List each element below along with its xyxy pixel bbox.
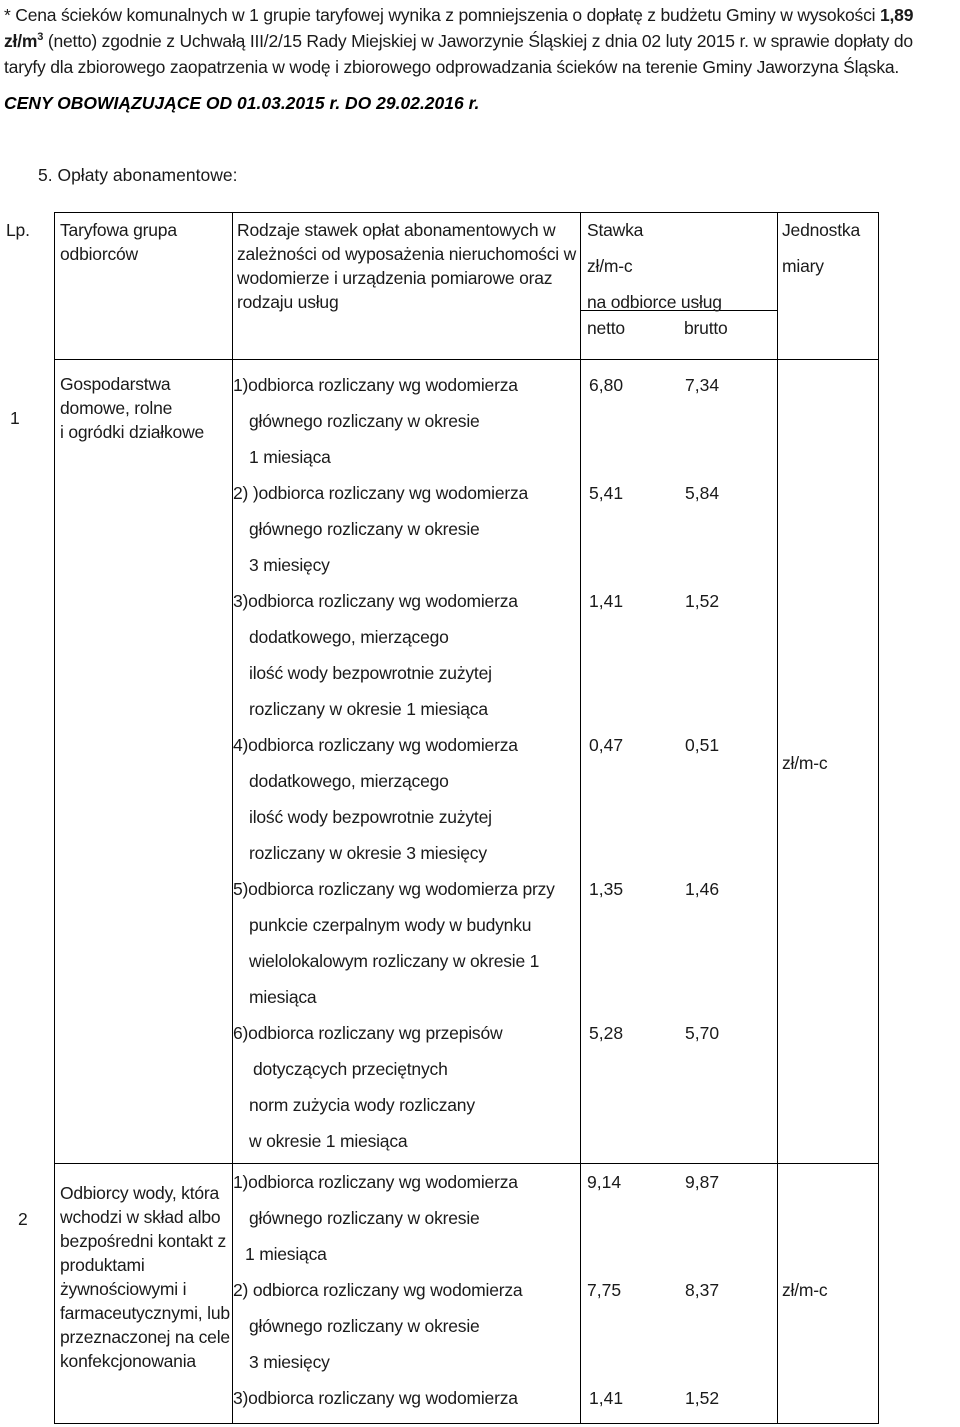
- rate-description: 5)odbiorca rozliczany wg wodomierza przy: [233, 879, 555, 899]
- rate-description: wielolokalowym rozliczany w okresie 1: [249, 951, 540, 971]
- row2-group: konfekcjonowania: [60, 1351, 196, 1371]
- rate-brutto: 1,52: [685, 591, 720, 611]
- rate-netto: 1,41: [589, 1388, 624, 1408]
- table-border-left: [54, 212, 55, 1424]
- row1-lp: 1: [10, 408, 20, 428]
- rate-netto: 6,80: [589, 375, 624, 395]
- header-rate-basis: na odbiorce usług: [587, 292, 722, 312]
- row2-unit: zł/m-c: [782, 1280, 828, 1300]
- rate-brutto: 1,46: [685, 879, 720, 899]
- rate-description: głównego rozliczany w okresie: [249, 519, 480, 539]
- rate-description: 4)odbiorca rozliczany wg wodomierza: [233, 735, 518, 755]
- rate-description: 2) )odbiorca rozliczany wg wodomierza: [233, 483, 529, 503]
- tariff-footnote: [4, 2, 956, 80]
- rate-brutto: 8,37: [685, 1280, 720, 1300]
- row2-group: wchodzi w skład albo: [60, 1207, 221, 1227]
- rate-netto: 0,47: [589, 735, 624, 755]
- footnote-text-part2: (netto) zgodnie z Uchwałą III/2/15 Rady Miejskiej w Jaworzynie Śląskiej z dnia 02 luty 2015 r. w sprawie dopłaty do taryfy dla zbiorowego zaopatrzenia w wodę i zbiorowego odprowadzania ścieków na terenie Gminy Jaworzyna Śląska.: [4, 31, 913, 77]
- rate-brutto: 5,70: [685, 1023, 720, 1043]
- rate-netto: 5,28: [589, 1023, 624, 1043]
- header-unit: Jednostka: [782, 220, 860, 240]
- rate-description: dodatkowego, mierzącego: [249, 771, 449, 791]
- header-lp: Lp.: [6, 220, 30, 240]
- rate-description: 1 miesiąca: [249, 447, 331, 467]
- header-rate-types: zależności od wyposażenia nieruchomości w: [237, 244, 577, 264]
- header-rate-types: wodomierze i urządzenia pomiarowe oraz: [237, 268, 553, 288]
- row1-group: domowe, rolne: [60, 398, 173, 418]
- header-rate: Stawka: [587, 220, 644, 240]
- rate-description: rozliczany w okresie 3 miesięcy: [249, 843, 487, 863]
- rate-brutto: 0,51: [685, 735, 720, 755]
- rate-netto: 5,41: [589, 483, 624, 503]
- rate-description: 6)odbiorca rozliczany wg przepisów: [233, 1023, 503, 1043]
- rate-description: miesiąca: [249, 987, 317, 1007]
- rate-description: 2) odbiorca rozliczany wg wodomierza: [233, 1280, 523, 1300]
- row2-lp: 2: [18, 1209, 28, 1229]
- rate-description: głównego rozliczany w okresie: [249, 411, 480, 431]
- rate-description: rozliczany w okresie 1 miesiąca: [249, 699, 488, 719]
- rate-description: dodatkowego, mierzącego: [249, 627, 449, 647]
- rate-description: 3 miesięcy: [249, 1352, 330, 1372]
- row2-group: Odbiorcy wody, która: [60, 1183, 220, 1203]
- validity-period: CENY OBOWIĄZUJĄCE OD 01.03.2015 r. DO 29.02.2016 r.: [4, 93, 480, 113]
- footnote-text-part1: * Cena ścieków komunalnych w 1 grupie taryfowej wynika z pomniejszenia o dopłatę z budżetu Gminy w wysokości: [4, 5, 880, 25]
- header-rate-types: rodzaju usług: [237, 292, 339, 312]
- row2-group: farmaceutycznymi, lub: [60, 1303, 230, 1323]
- rate-description: głównego rozliczany w okresie: [249, 1208, 480, 1228]
- header-group: Taryfowa grupa: [60, 220, 177, 240]
- table-border-right: [878, 212, 879, 1424]
- header-group: odbiorców: [60, 244, 138, 264]
- row1-unit: zł/m-c: [782, 753, 828, 773]
- row2-group: żywnościowymi i: [60, 1279, 187, 1299]
- table-column-divider: [580, 212, 581, 1424]
- row1-group: Gospodarstwa: [60, 374, 171, 394]
- section-title: 5. Opłaty abonamentowe:: [38, 165, 238, 185]
- rate-description: 1)odbiorca rozliczany wg wodomierza: [233, 375, 518, 395]
- rate-description: norm zużycia wody rozliczany: [249, 1095, 475, 1115]
- row2-group: produktami: [60, 1255, 145, 1275]
- header-rate-unit: zł/m-c: [587, 256, 633, 276]
- row2-group: przeznaczonej na cele: [60, 1327, 230, 1347]
- header-rate-types: Rodzaje stawek opłat abonamentowych w: [237, 220, 556, 240]
- table-row-divider: [54, 1163, 879, 1164]
- header-unit: miary: [782, 256, 824, 276]
- rate-brutto: 9,87: [685, 1172, 720, 1192]
- footnote-subsidy-amount: 1,89 $zł/m^3$: [4, 5, 914, 51]
- rate-brutto: 5,84: [685, 483, 720, 503]
- table-column-divider: [777, 212, 778, 1424]
- rate-netto: 1,41: [589, 591, 624, 611]
- rate-netto: 9,14: [587, 1172, 622, 1192]
- rate-description: ilość wody bezpowrotnie zużytej: [249, 663, 492, 683]
- rate-description: 3)odbiorca rozliczany wg wodomierza: [233, 1388, 518, 1408]
- rate-netto: 1,35: [589, 879, 624, 899]
- rate-brutto: 1,52: [685, 1388, 720, 1408]
- rate-description: ilość wody bezpowrotnie zużytej: [249, 807, 492, 827]
- table-border-top: [54, 212, 879, 213]
- rate-description: głównego rozliczany w okresie: [249, 1316, 480, 1336]
- table-border-bottom: [54, 1423, 879, 1424]
- rate-description: dotyczących przeciętnych: [253, 1059, 448, 1079]
- rate-description: w okresie 1 miesiąca: [249, 1131, 408, 1151]
- rate-brutto: 7,34: [685, 375, 720, 395]
- rate-netto: 7,75: [587, 1280, 622, 1300]
- table-header-bottom: [54, 359, 879, 360]
- row1-group: i ogródki działkowe: [60, 422, 205, 442]
- header-netto: netto: [587, 318, 625, 338]
- rate-description: 1)odbiorca rozliczany wg wodomierza: [233, 1172, 518, 1192]
- row2-group: bezpośredni kontakt z: [60, 1231, 227, 1251]
- header-brutto: brutto: [684, 318, 728, 338]
- rate-description: punkcie czerpalnym wody w budynku: [249, 915, 532, 935]
- rate-description: 3 miesięcy: [249, 555, 330, 575]
- rate-description: 1 miesiąca: [245, 1244, 327, 1264]
- rate-description: 3)odbiorca rozliczany wg wodomierza: [233, 591, 518, 611]
